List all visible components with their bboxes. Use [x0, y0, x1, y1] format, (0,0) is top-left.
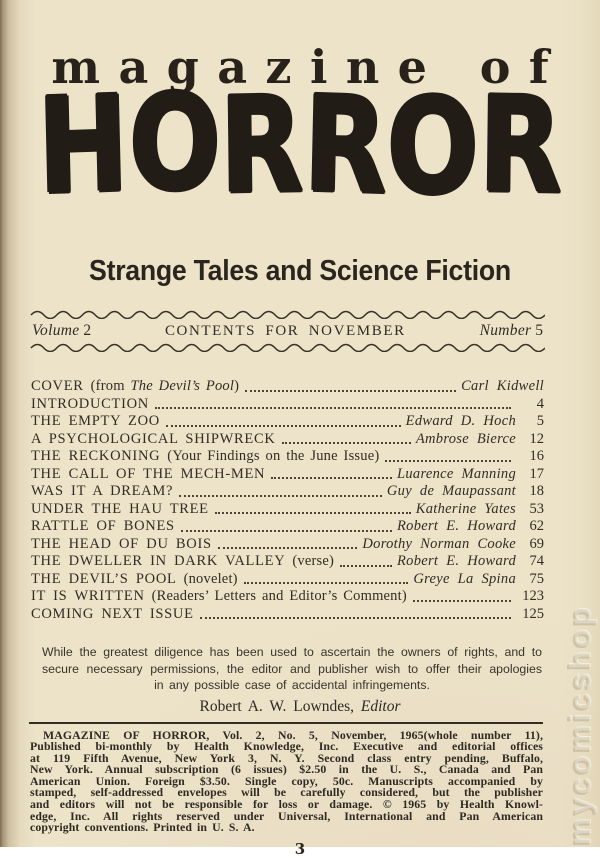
toc-title: THE CALL OF THE MECH-MEN	[31, 465, 266, 482]
disclaimer-line: While the greatest diligence has been used to ascertain the owners of rights, and to	[42, 645, 542, 659]
toc-author: Greye La Spina	[413, 570, 516, 587]
toc-page: 75	[529, 570, 544, 587]
toc-title: COMING NEXT ISSUE	[31, 605, 194, 622]
dot-leader	[166, 425, 401, 427]
table-of-contents	[31, 378, 544, 623]
wavy-rule-top	[30, 310, 545, 319]
dot-leader	[244, 582, 409, 584]
toc-title: THE EMPTY ZOO	[31, 413, 160, 429]
toc-title: THE DEVIL’S POOL	[31, 570, 177, 587]
volume-value: 2	[83, 322, 92, 339]
masthead-letter: O	[127, 66, 222, 222]
dot-leader	[179, 495, 382, 497]
dot-leader	[385, 460, 511, 462]
colophon-line: New York. Annual subscription (6 issues) $2.50 in the U. S., Canada and Pan	[30, 762, 543, 777]
toc-row	[31, 571, 544, 589]
dot-leader	[413, 600, 511, 602]
toc-note-italic: The Devil’s Pool	[130, 378, 235, 394]
toc-page: 74	[529, 553, 544, 569]
toc-title: INTRODUCTION	[31, 395, 149, 412]
toc-page: 18	[529, 483, 544, 499]
toc-title: THE HEAD OF DU BOIS	[31, 535, 212, 552]
toc-note: (Your Findings on the June Issue)	[167, 448, 380, 464]
dot-leader	[340, 565, 392, 567]
toc-row	[31, 483, 544, 501]
editor-credit	[0, 697, 600, 717]
masthead-letter: R	[477, 69, 563, 224]
toc-author: Edward D. Hoch	[405, 413, 516, 429]
colophon-line: stamped, self-addressed envelopes will be carefully considered, but the publisher	[30, 785, 543, 800]
toc-row	[31, 448, 544, 466]
wavy-rule-bottom	[30, 343, 545, 352]
toc-note: (novelet)	[183, 570, 238, 587]
colophon-line: and editors will not be responsible for loss or damage. © 1965 by Health Knowl-	[30, 797, 543, 812]
colophon-line: copyright conventions. Printed in U. S. A.	[30, 820, 255, 835]
toc-row	[31, 378, 544, 396]
issue-line	[32, 321, 543, 341]
toc-title: UNDER THE HAU TREE	[31, 500, 209, 517]
toc-note: (from The Devil’s Pool)	[90, 378, 240, 394]
toc-page: 69	[529, 535, 544, 552]
volume-label	[32, 321, 91, 341]
colophon-line: American Union. Foreign $3.50. Single copy, 50c. Manuscripts accompanied by	[30, 773, 543, 788]
masthead-kicker: magazine of	[51, 40, 568, 94]
masthead-subtitle: Strange Tales and Science Fiction	[89, 255, 511, 287]
toc-title: RATTLE OF BONES	[31, 518, 175, 534]
dot-leader	[282, 442, 411, 444]
toc-title: WAS IT A DREAM?	[31, 483, 174, 499]
disclaimer-line: secure necessary permissions, the editor and publisher wish to offer their apologies	[42, 661, 542, 676]
toc-row	[31, 501, 544, 519]
toc-row	[31, 431, 544, 449]
toc-note: (Readers’ Letters and Editor’s Comment)	[151, 588, 407, 604]
toc-row	[31, 413, 544, 431]
toc-page: 53	[529, 500, 544, 517]
toc-note: (verse)	[292, 553, 335, 569]
toc-author: Katherine Yates	[415, 500, 516, 517]
horizontal-rule	[29, 722, 543, 724]
toc-page: 16	[529, 448, 544, 464]
dot-leader	[155, 407, 511, 409]
toc-page: 12	[529, 430, 544, 447]
number-value: 5	[535, 322, 543, 339]
toc-page: 125	[522, 605, 544, 622]
toc-author: Guy de Maupassant	[386, 483, 516, 499]
toc-row	[31, 606, 544, 624]
toc-row	[31, 536, 544, 554]
toc-row	[31, 518, 544, 536]
toc-author: Dorothy Norman Cooke	[362, 535, 516, 552]
toc-row	[31, 588, 544, 606]
dot-leader	[181, 530, 392, 532]
dot-leader	[271, 477, 392, 479]
toc-author: Luarence Manning	[396, 465, 516, 482]
toc-title: THE RECKONING	[31, 448, 161, 464]
colophon	[30, 727, 543, 835]
dot-leader	[245, 390, 456, 392]
page-number: 3	[294, 839, 306, 858]
toc-title: THE DWELLER IN DARK VALLEY	[31, 553, 286, 569]
rights-disclaimer	[42, 644, 542, 694]
watermark: mycomicshop	[562, 604, 597, 846]
toc-author: Carl Kidwell	[461, 378, 544, 394]
toc-title: COVER	[31, 378, 84, 394]
dot-leader	[200, 617, 511, 619]
volume-word: Volume	[32, 322, 80, 339]
toc-author: Robert E. Howard	[397, 518, 516, 534]
toc-row	[31, 553, 544, 571]
toc-page: 17	[529, 465, 544, 482]
toc-page: 5	[536, 413, 544, 429]
colophon-line: edge, Inc. All rights reserved under Universal, International and Pan American	[30, 808, 543, 823]
masthead-letter: R	[219, 69, 305, 224]
toc-page: 4	[536, 395, 544, 412]
editor-name: Robert A. W. Lowndes,	[199, 697, 355, 715]
number-word: Number	[479, 322, 532, 339]
toc-title: A PSYCHOLOGICAL SHIPWRECK	[31, 430, 276, 447]
masthead-letter: O	[385, 70, 480, 225]
toc-author: Robert E. Howard	[397, 553, 516, 569]
dot-leader	[215, 512, 411, 514]
dot-leader	[218, 547, 358, 549]
number-label	[480, 321, 543, 341]
colophon-line: at 119 Fifth Avenue, New York 3, N. Y. Second class entry pending, Buffalo,	[30, 750, 543, 765]
toc-row	[31, 466, 544, 484]
editor-title: Editor	[360, 697, 401, 715]
toc-author: Ambrose Bierce	[415, 430, 516, 447]
toc-page: 62	[529, 518, 544, 534]
colophon-line: Published bi-monthly by Health Knowledge, Inc. Executive and editorial offices	[30, 739, 543, 754]
disclaimer-line: in any possible case of accidental infringements.	[154, 678, 430, 692]
colophon-line: MAGAZINE OF HORROR, Vol. 2, No. 5, November, 1965(whole number 11),	[43, 727, 543, 742]
toc-row	[31, 396, 544, 414]
toc-page: 123	[522, 588, 544, 604]
issue-bar	[30, 310, 545, 352]
masthead-letter: R	[302, 68, 389, 224]
contents-heading: CONTENTS FOR NOVEMBER	[164, 323, 406, 339]
masthead-letter: H	[36, 68, 131, 225]
toc-title: IT IS WRITTEN	[31, 588, 145, 604]
